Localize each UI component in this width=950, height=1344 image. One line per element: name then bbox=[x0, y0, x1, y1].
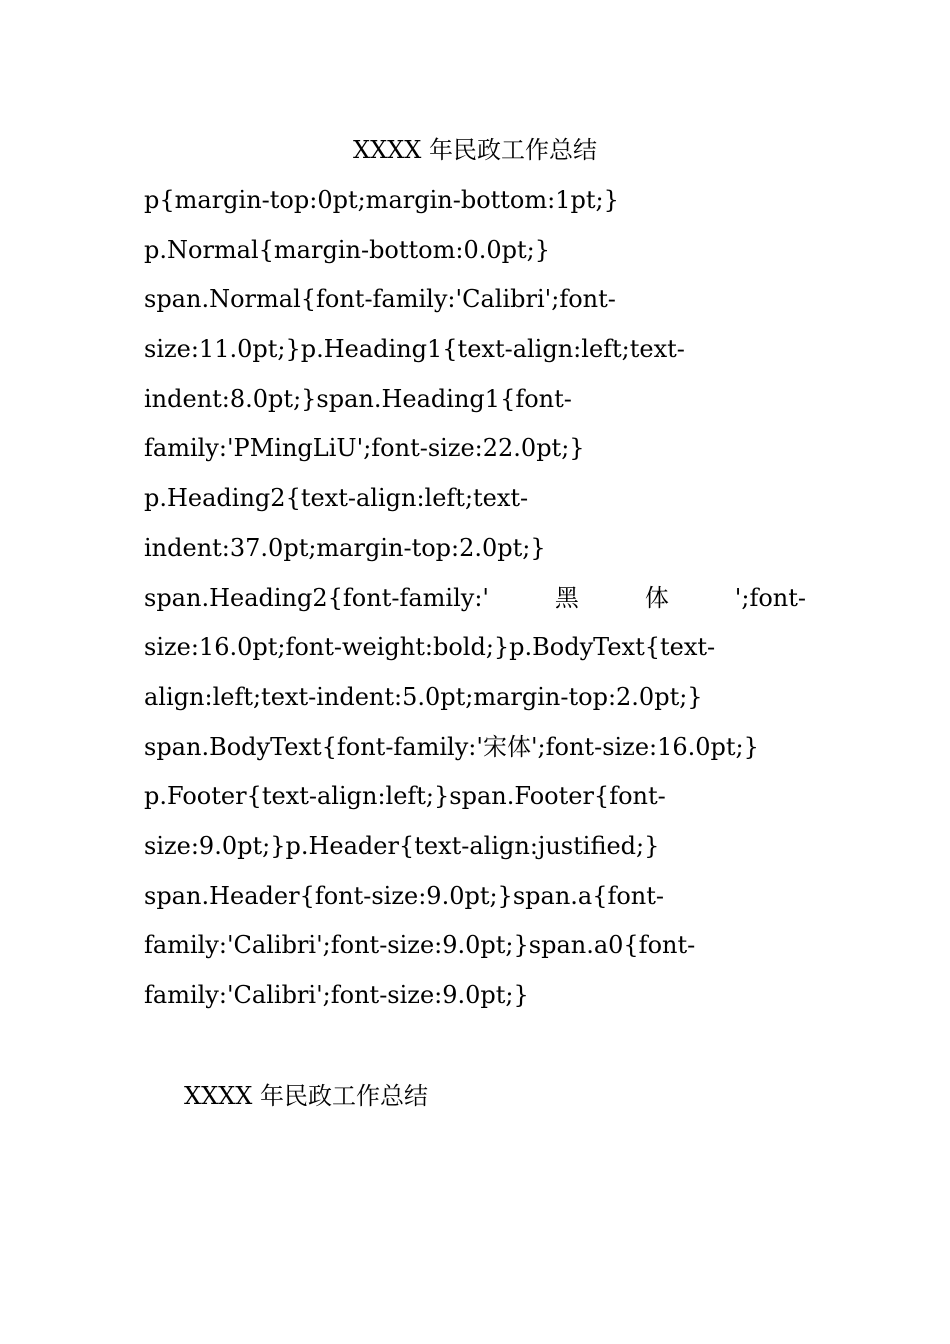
css-text-line: size:16.0pt;font-weight:bold;}p.BodyText{text- bbox=[144, 633, 716, 662]
section-heading: XXXX 年民政工作总结 bbox=[184, 1082, 428, 1110]
justified-word: ';font- bbox=[734, 583, 806, 612]
css-text-line: family:'Calibri';font-size:9.0pt;}span.a0{font- bbox=[144, 931, 696, 960]
css-text-line: p{margin-top:0pt;margin-bottom:1pt;} bbox=[144, 186, 619, 214]
justified-word: span.Heading2{font-family:' bbox=[144, 583, 489, 612]
justified-word: 体 bbox=[644, 583, 669, 612]
justified-word: 黑 bbox=[554, 583, 579, 612]
css-text-block bbox=[144, 183, 824, 1028]
css-text-line: p.Footer{text-align:left;}span.Footer{font- bbox=[144, 782, 666, 811]
css-text-line: family:'PMingLiU';font-size:22.0pt;} bbox=[144, 434, 585, 463]
css-text-line: size:9.0pt;}p.Header{text-align:justified;} bbox=[144, 831, 660, 860]
css-text-line: family:'Calibri';font-size:9.0pt;} bbox=[144, 981, 529, 1009]
document-title: XXXX 年民政工作总结 bbox=[353, 136, 597, 164]
css-text-line: align:left;text-indent:5.0pt;margin-top:2.0pt;} bbox=[144, 682, 703, 711]
css-text-line: p.Normal{margin-bottom:0.0pt;} bbox=[144, 235, 550, 264]
css-text-line-justified bbox=[144, 581, 806, 631]
css-text-line: indent:8.0pt;}span.Heading1{font- bbox=[144, 384, 572, 413]
css-text-line: span.Header{font-size:9.0pt;}span.a{font- bbox=[144, 881, 665, 910]
css-text-line: size:11.0pt;}p.Heading1{text-align:left;text- bbox=[144, 335, 685, 364]
css-text-line: indent:37.0pt;margin-top:2.0pt;} bbox=[144, 533, 546, 562]
css-text-line: span.Normal{font-family:'Calibri';font- bbox=[144, 285, 616, 314]
css-text-line: span.BodyText{font-family:'宋体';font-size:16.0pt;} bbox=[144, 732, 759, 761]
css-text-line: p.Heading2{text-align:left;text- bbox=[144, 484, 529, 513]
